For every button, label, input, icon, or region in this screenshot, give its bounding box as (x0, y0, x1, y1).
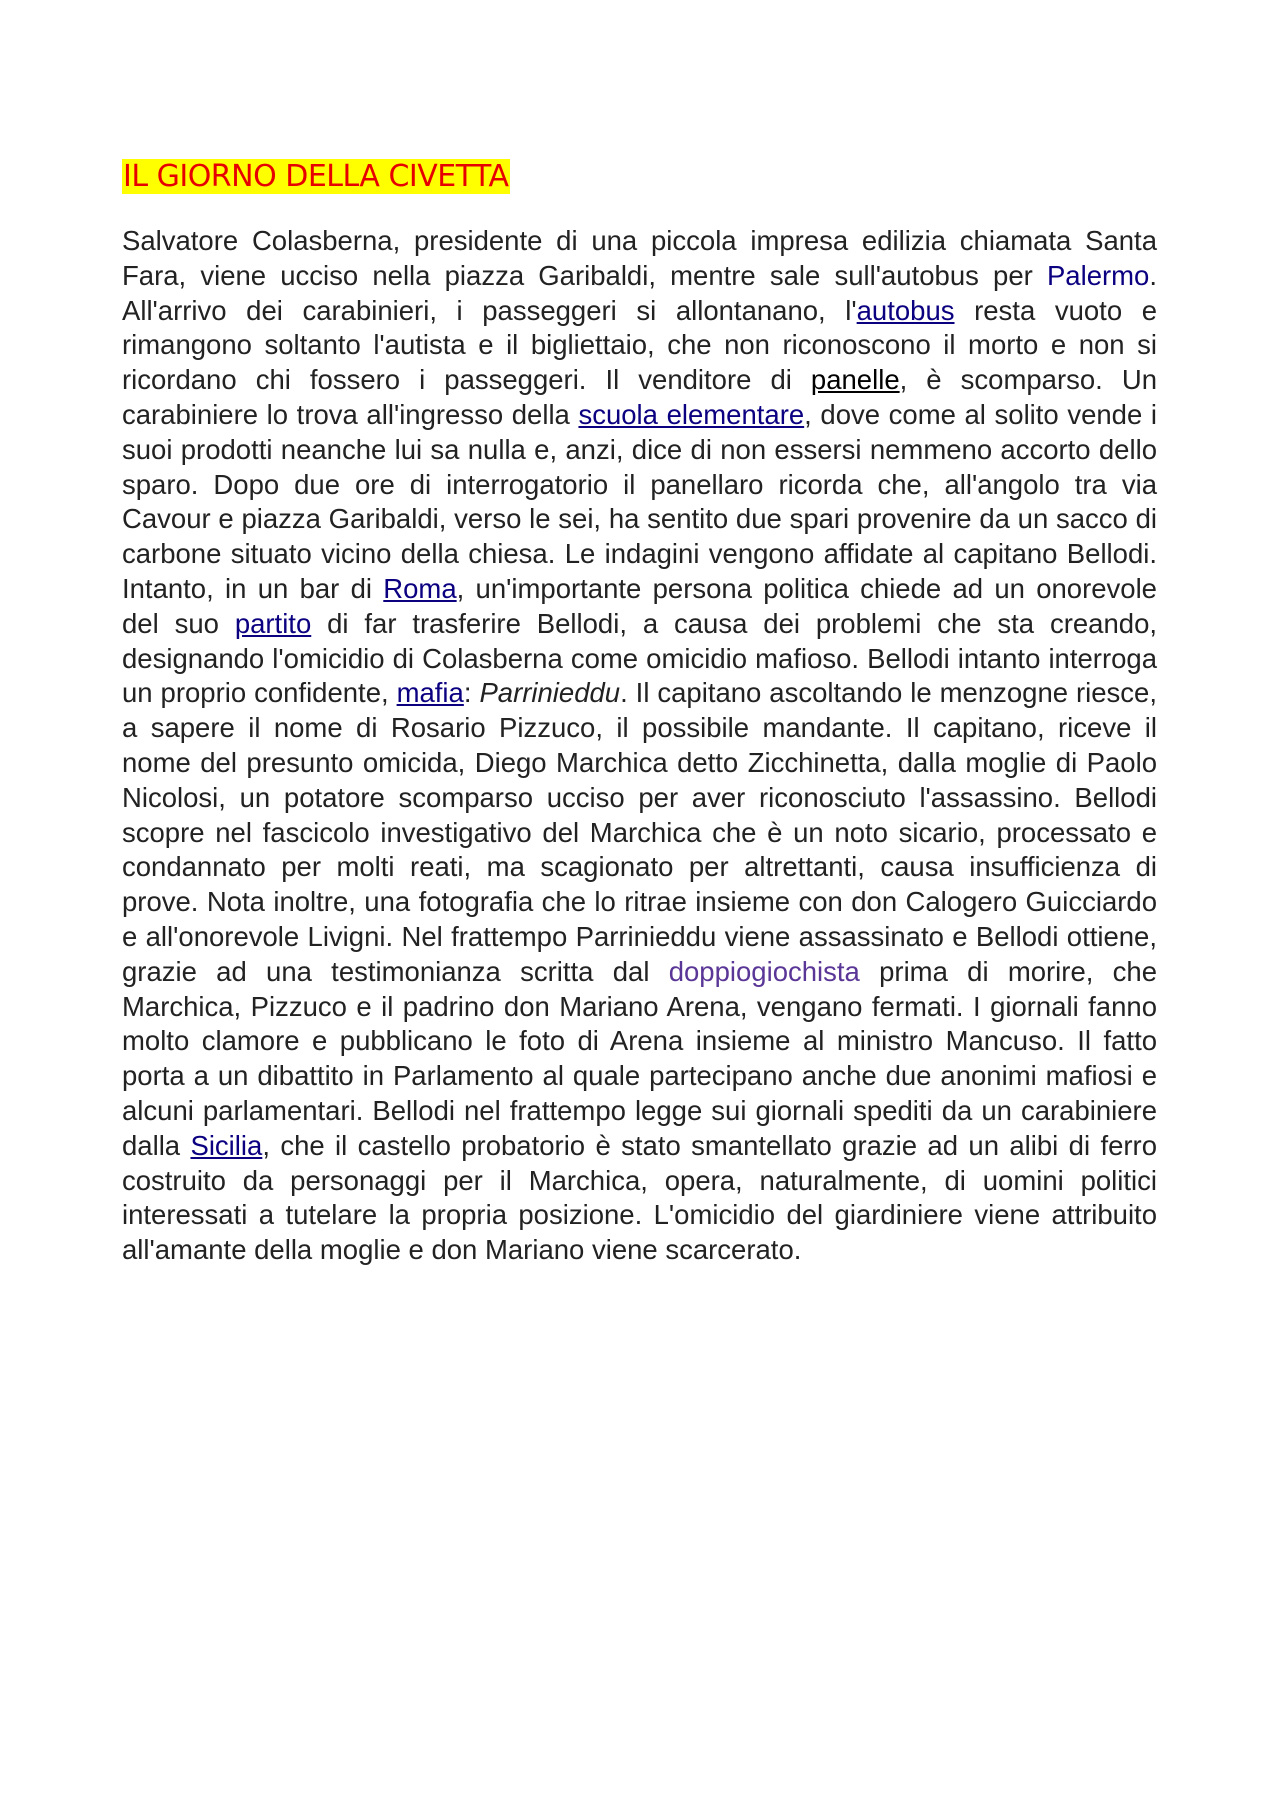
link-roma[interactable]: Roma (383, 572, 457, 604)
text-segment: resta vuoto e rimangono soltanto l'autista e il bigliettaio, che non riconoscono il morto e non si ricordano chi fossero i passeggeri. Il venditore di (122, 294, 1157, 396)
text-segment: prima di morire, che Marchica, Pizzuco e il padrino don Mariano Arena, vengano fermati. I giornali fanno molto clamore e pubblicano le foto di Arena insieme al ministro Mancuso. Il fatto porta a un dibattito in Parlamento al quale partecipano anche due anonimi mafiosi e alcuni parlamentari. Bellodi nel frattempo legge sui giornali spediti da un carabiniere dalla (122, 955, 1157, 1161)
text-segment: , un'importante persona politica chiede ad un onorevole del suo (122, 572, 1157, 639)
link-panelle[interactable]: panelle (810, 364, 900, 396)
link-scuola-elementare[interactable]: scuola elementare (578, 398, 805, 430)
link-autobus[interactable]: autobus (856, 294, 955, 326)
text-segment: . All'arrivo dei carabinieri, i passeggeri si allontanano, l' (122, 259, 1157, 326)
text-segment: . Il capitano ascoltando le menzogne riesce, a sapere il nome di Rosario Pizzuco, il possibile mandante. Il capitano, riceve il nome del presunto omicida, Diego Marchica detto Zicchinetta, dalla moglie di Paolo Nicolosi, un potatore scomparso ucciso per aver riconosciuto l'assassino. Bellodi scopre nel fascicolo investigativo del Marchica che è un noto sicario, processato e condannato per molti reati, ma scagionato per altrettanti, causa insufficienza di prove. Nota inoltre, una fotografia che lo ritrae insieme con don Calogero Guicciardo e all'onorevole Livigni. Nel frattempo Parrinieddu viene assassinato e Bellodi ottiene, grazie ad una testimonianza scritta dal (122, 677, 1157, 987)
title-highlight: IL GIORNO DELLA CIVETTA (123, 159, 509, 194)
link-partito[interactable]: partito (234, 607, 312, 639)
italic-name: Parrinieddu (479, 677, 621, 709)
text-segment: di far trasferire Bellodi, a causa dei problemi che sta creando, designando l'omicidio di Colasberna come omicidio mafioso. Bellodi intanto interroga un proprio confidente, (122, 607, 1158, 709)
link-sicilia[interactable]: Sicilia (190, 1129, 263, 1161)
document-title (122, 155, 510, 199)
link-mafia[interactable]: mafia (396, 677, 464, 709)
text-segment: , dove come al solito vende i suoi prodotti neanche lui sa nulla e, anzi, dice di non essersi nemmeno accorto dello sparo. Dopo due ore di interrogatorio il panellaro ricorda che, all'angolo tra via Cavour e piazza Garibaldi, verso le sei, ha sentito due spari provenire da un sacco di carbone situato vicino della chiesa. Le indagini vengono affidate al capitano Bellodi. Intanto, in un bar di (122, 398, 1157, 604)
link-palermo[interactable]: Palermo (1046, 259, 1150, 291)
link-doppiogiochista[interactable]: doppiogiochista (668, 955, 860, 987)
text-segment: : (463, 677, 480, 709)
text-segment: , che il castello probatorio è stato smantellato grazie ad un alibi di ferro costruito da personaggi per il Marchica, opera, naturalmente, di uomini politici interessati a tutelare la propria posizione. L'omicidio del giardiniere viene attribuito all'amante della moglie e don Mariano viene scarcerato. (122, 1129, 1157, 1266)
text-segment: Salvatore Colasberna, presidente di una piccola impresa edilizia chiamata Santa Fara, viene ucciso nella piazza Garibaldi, mentre sale sull'autobus per (122, 225, 1157, 291)
body-paragraph (122, 224, 1157, 1268)
text-segment: , è scomparso. Un carabiniere lo trova all'ingresso della (122, 364, 1157, 430)
